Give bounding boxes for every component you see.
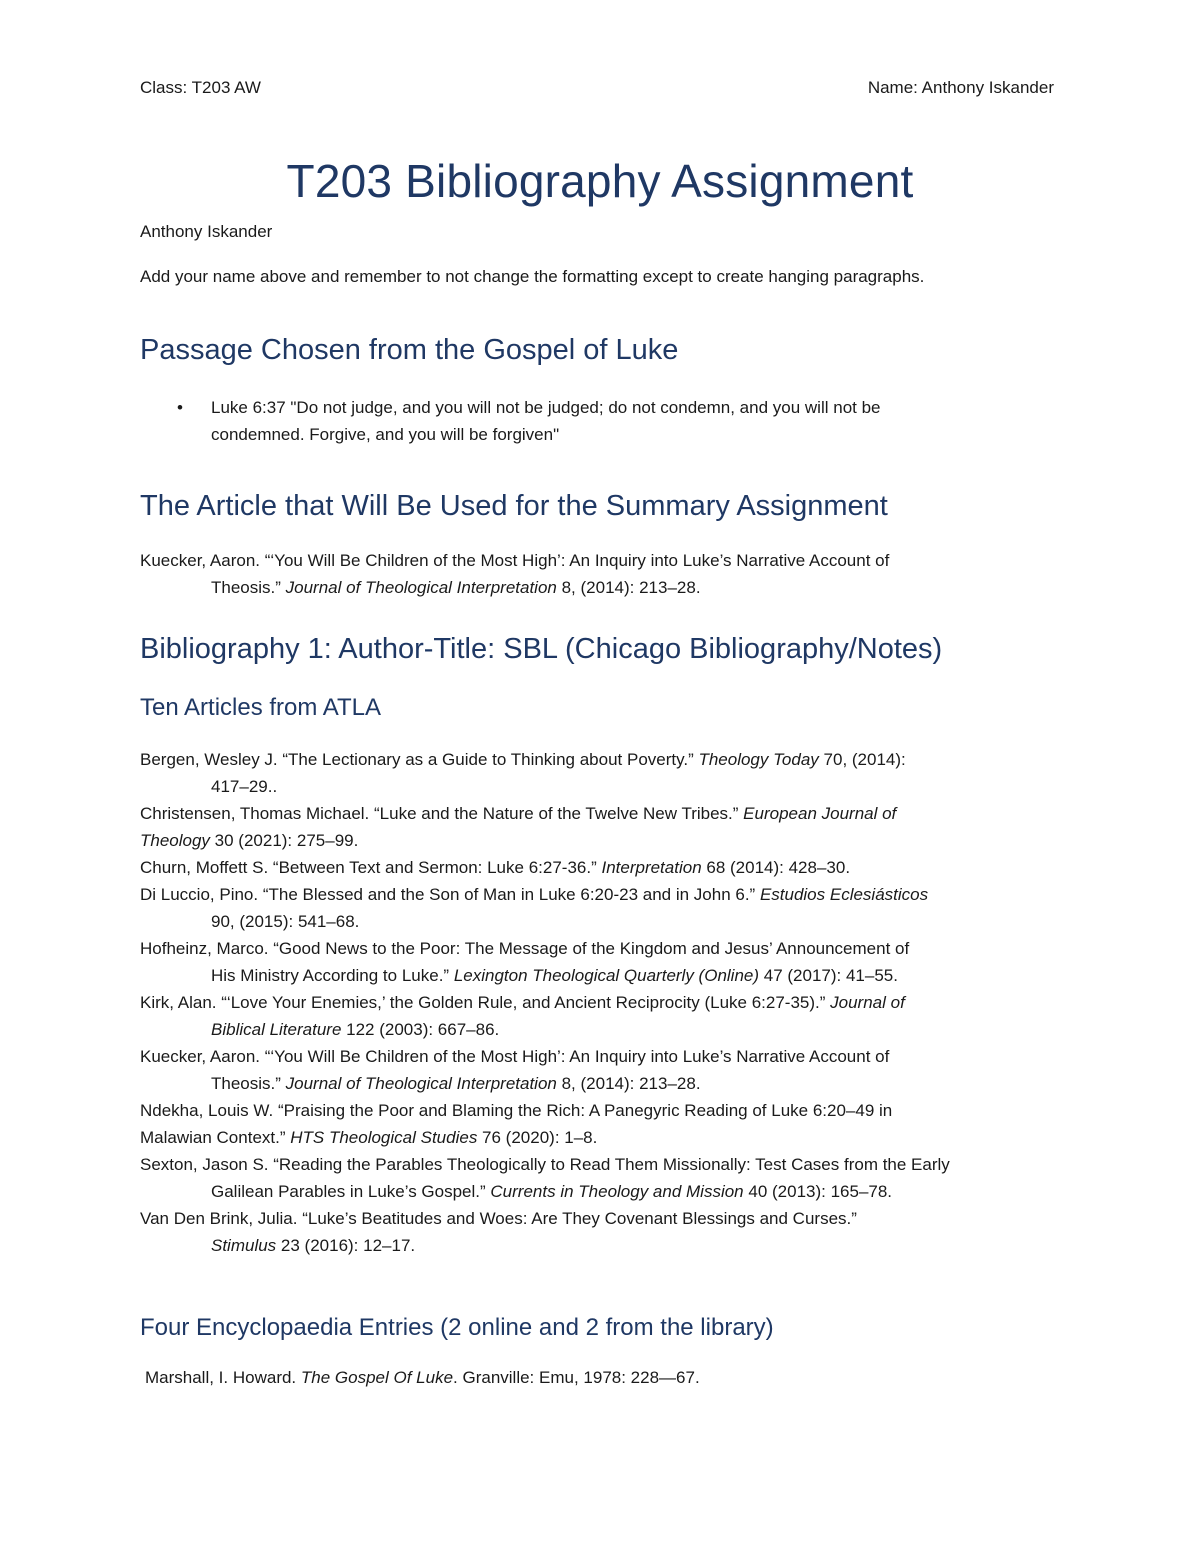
citation-line: Bergen, Wesley J. “The Lectionary as a Guide to Thinking about Poverty.” Theology Today 70, (2014): bbox=[140, 750, 906, 769]
citation-line: Churn, Moffett S. “Between Text and Sermon: Luke 6:27-36.” Interpretation 68 (2014): 428–30. bbox=[140, 858, 851, 877]
citation-line: Kuecker, Aaron. “‘You Will Be Children of the Most High’: An Inquiry into Luke’s Narrative Account of bbox=[140, 551, 890, 570]
citation-line: Hofheinz, Marco. “Good News to the Poor: The Message of the Kingdom and Jesus’ Announcement of bbox=[140, 939, 910, 958]
citation-line: Di Luccio, Pino. “The Blessed and the Son of Man in Luke 6:20-23 and in John 6.” Estudios Eclesiásticos bbox=[140, 885, 929, 904]
passage-heading: Passage Chosen from the Gospel of Luke bbox=[140, 334, 679, 366]
passage-list bbox=[0, 394, 1200, 448]
citation-entry bbox=[140, 1151, 1060, 1205]
citation-entry bbox=[140, 881, 1060, 935]
passage-text-line2: condemned. Forgive, and you will be forgiven" bbox=[211, 425, 560, 444]
passage-text-line1: Luke 6:37 "Do not judge, and you will not be judged; do not condemn, and you will not be bbox=[211, 398, 881, 417]
citation-entry bbox=[140, 746, 1060, 800]
citation-line: 417–29.. bbox=[211, 777, 278, 796]
name-label: Name: Anthony Iskander bbox=[867, 78, 1054, 97]
article-heading: The Article that Will Be Used for the Summary Assignment bbox=[140, 490, 888, 522]
encyclopaedia-entry: Marshall, I. Howard. The Gospel Of Luke. Granville: Emu, 1978: 228—67. bbox=[145, 1368, 700, 1387]
citation-line: Sexton, Jason S. “Reading the Parables Theologically to Read Them Missionally: Test Cases from the Early bbox=[140, 1155, 950, 1174]
citation-line: Biblical Literature 122 (2003): 667–86. bbox=[211, 1020, 500, 1039]
summary-article-citation bbox=[140, 547, 1060, 601]
citation-line: 90, (2015): 541–68. bbox=[211, 912, 360, 931]
encyclopaedia-heading: Four Encyclopaedia Entries (2 online and 2 from the library) bbox=[140, 1314, 774, 1341]
atla-heading: Ten Articles from ATLA bbox=[140, 694, 381, 721]
citation-entry bbox=[140, 854, 1060, 881]
citation-entry bbox=[140, 800, 1060, 854]
author-name: Anthony Iskander bbox=[140, 222, 273, 241]
citation-line: Kirk, Alan. “‘Love Your Enemies,’ the Golden Rule, and Ancient Reciprocity (Luke 6:27-35).” Journal of bbox=[140, 993, 905, 1012]
bib1-heading: Bibliography 1: Author-Title: SBL (Chicago Bibliography/Notes) bbox=[140, 633, 943, 665]
citation-line: Stimulus 23 (2016): 12–17. bbox=[211, 1236, 416, 1255]
instruction-text: Add your name above and remember to not change the formatting except to create hanging paragraphs. bbox=[140, 267, 925, 286]
citation-line: Ndekha, Louis W. “Praising the Poor and Blaming the Rich: A Panegyric Reading of Luke 6:20–49 in bbox=[140, 1101, 893, 1120]
citation-entry bbox=[140, 1097, 1060, 1151]
citation-entry bbox=[140, 1043, 1060, 1097]
citation-entry bbox=[140, 1205, 1060, 1259]
class-label: Class: T203 AW bbox=[140, 78, 261, 97]
citation-line: Van Den Brink, Julia. “Luke’s Beatitudes and Woes: Are They Covenant Blessings and Curses.” bbox=[140, 1209, 857, 1228]
citation-entry bbox=[140, 935, 1060, 989]
citation-line: Theology 30 (2021): 275–99. bbox=[140, 831, 359, 850]
citation-line: Theosis.” Journal of Theological Interpretation 8, (2014): 213–28. bbox=[211, 578, 701, 597]
citation-line: Theosis.” Journal of Theological Interpretation 8, (2014): 213–28. bbox=[211, 1074, 701, 1093]
list-item bbox=[177, 394, 1031, 448]
citation-line: Kuecker, Aaron. “‘You Will Be Children of the Most High’: An Inquiry into Luke’s Narrative Account of bbox=[140, 1047, 890, 1066]
bullet-icon: • bbox=[177, 398, 183, 417]
citation-line: Galilean Parables in Luke’s Gospel.” Currents in Theology and Mission 40 (2013): 165–78. bbox=[211, 1182, 893, 1201]
citation-entry bbox=[140, 989, 1060, 1043]
citation-line: His Ministry According to Luke.” Lexington Theological Quarterly (Online) 47 (2017): 41–55. bbox=[211, 966, 898, 985]
page-title: T203 Bibliography Assignment bbox=[286, 155, 914, 207]
citation-line: Malawian Context.” HTS Theological Studies 76 (2020): 1–8. bbox=[140, 1128, 598, 1147]
citation-line: Christensen, Thomas Michael. “Luke and the Nature of the Twelve New Tribes.” European Journal of bbox=[140, 804, 897, 823]
